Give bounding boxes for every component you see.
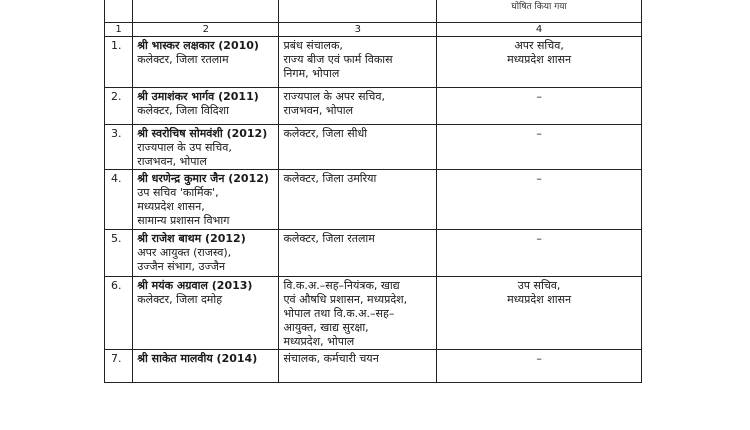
new-posting-line: भोपाल तथा वि.क.अ.–सह–	[283, 307, 395, 320]
equivalent-post-line: –	[536, 352, 542, 365]
serial-number: 4.	[105, 170, 133, 230]
new-posting-line: आयुक्त, खाद्य सुरक्षा,	[283, 321, 369, 334]
officer-cell	[133, 88, 279, 125]
current-post-line: राजभवन, भोपाल	[137, 155, 207, 168]
serial-number: 3.	[105, 125, 133, 170]
new-posting-line: निगम, भोपाल	[283, 67, 340, 80]
officer-cell	[133, 230, 279, 277]
new-posting-line: संचालक, कर्मचारी चयन	[283, 352, 379, 365]
column-number: 3	[279, 23, 437, 37]
equivalent-post-line: अपर सचिव,	[514, 39, 564, 52]
table-header-row	[105, 0, 642, 23]
new-posting-cell	[279, 37, 437, 88]
table-row	[105, 37, 642, 88]
equivalent-post-line: –	[536, 127, 542, 140]
equivalent-post-cell	[437, 277, 642, 350]
equivalent-post-cell	[437, 230, 642, 277]
equivalent-post-cell	[437, 170, 642, 230]
table-body	[105, 37, 642, 383]
current-post-line: उज्जैन संभाग, उज्जैन	[137, 260, 226, 273]
new-posting-line: राजभवन, भोपाल	[283, 104, 354, 117]
officer-name: श्री भास्कर लक्षकार (2010)	[137, 39, 259, 52]
table-row	[105, 88, 642, 125]
equivalent-post-line: –	[536, 90, 542, 103]
equivalent-post-cell	[437, 88, 642, 125]
new-posting-line: कलेक्टर, जिला सीधी	[283, 127, 368, 140]
officer-name: श्री स्वरोचिष सोमवंशी (2012)	[137, 127, 268, 140]
officer-name: श्री राजेश बाथम (2012)	[137, 232, 246, 245]
new-posting-cell	[279, 170, 437, 230]
column-number: 2	[133, 23, 279, 37]
header-cell	[133, 0, 279, 23]
officer-cell	[133, 350, 279, 383]
column-number: 4	[437, 23, 642, 37]
officer-cell	[133, 125, 279, 170]
officer-transfer-table	[104, 0, 642, 383]
equivalent-post-line: –	[536, 172, 542, 185]
officer-cell	[133, 170, 279, 230]
new-posting-cell	[279, 230, 437, 277]
equivalent-post-line: मध्यप्रदेश शासन	[507, 53, 572, 66]
serial-number: 1.	[105, 37, 133, 88]
new-posting-line: प्रबंध संचालक,	[283, 39, 343, 52]
serial-number: 7.	[105, 350, 133, 383]
current-post-line: सामान्य प्रशासन विभाग	[137, 214, 230, 227]
current-post-line: कलेक्टर, जिला विदिशा	[137, 104, 229, 117]
new-posting-cell	[279, 350, 437, 383]
column-number: 1	[105, 23, 133, 37]
new-posting-cell	[279, 125, 437, 170]
current-post-line: अपर आयुक्त (राजस्व),	[137, 246, 232, 259]
new-posting-cell	[279, 88, 437, 125]
table-row	[105, 277, 642, 350]
new-posting-line: मध्यप्रदेश, भोपाल	[283, 335, 355, 348]
table-row	[105, 170, 642, 230]
header-cell-col4-note	[437, 0, 642, 23]
table-row	[105, 125, 642, 170]
officer-name: श्री साकेत मालवीय (2014)	[137, 352, 258, 365]
officer-name: श्री उमाशंकर भार्गव (2011)	[137, 90, 259, 103]
officer-cell	[133, 277, 279, 350]
officer-cell	[133, 37, 279, 88]
table-row	[105, 230, 642, 277]
header-cell	[279, 0, 437, 23]
serial-number: 2.	[105, 88, 133, 125]
new-posting-line: कलेक्टर, जिला उमरिया	[283, 172, 377, 185]
new-posting-line: एवं औषधि प्रशासन, मध्यप्रदेश,	[283, 293, 408, 306]
equivalent-post-line: उप सचिव,	[517, 279, 561, 292]
equivalent-post-cell	[437, 125, 642, 170]
officer-name: श्री धरणेन्द्र कुमार जैन (2012)	[137, 172, 269, 185]
column-number-row	[105, 23, 642, 37]
officer-name: श्री मयंक अग्रवाल (2013)	[137, 279, 253, 292]
current-post-line: कलेक्टर, जिला दमोह	[137, 293, 223, 306]
serial-number: 5.	[105, 230, 133, 277]
current-post-line: उप सचिव 'कार्मिक',	[137, 186, 219, 199]
equivalent-post-cell	[437, 350, 642, 383]
equivalent-post-line: मध्यप्रदेश शासन	[507, 293, 572, 306]
serial-number: 6.	[105, 277, 133, 350]
equivalent-post-cell	[437, 37, 642, 88]
equivalent-post-line: –	[536, 232, 542, 245]
current-post-line: कलेक्टर, जिला रतलाम	[137, 53, 229, 66]
header-cell	[105, 0, 133, 23]
header-note-line: घोषित किया गया	[511, 2, 567, 12]
new-posting-line: राज्य बीज एवं फार्म विकास	[283, 53, 393, 66]
new-posting-cell	[279, 277, 437, 350]
new-posting-line: कलेक्टर, जिला रतलाम	[283, 232, 375, 245]
new-posting-line: वि.क.अ.–सह–नियंत्रक, खाद्य	[283, 279, 400, 292]
current-post-line: राज्यपाल के उप सचिव,	[137, 141, 232, 154]
new-posting-line: राज्यपाल के अपर सचिव,	[283, 90, 385, 103]
table-row	[105, 350, 642, 383]
current-post-line: मध्यप्रदेश शासन,	[137, 200, 205, 213]
